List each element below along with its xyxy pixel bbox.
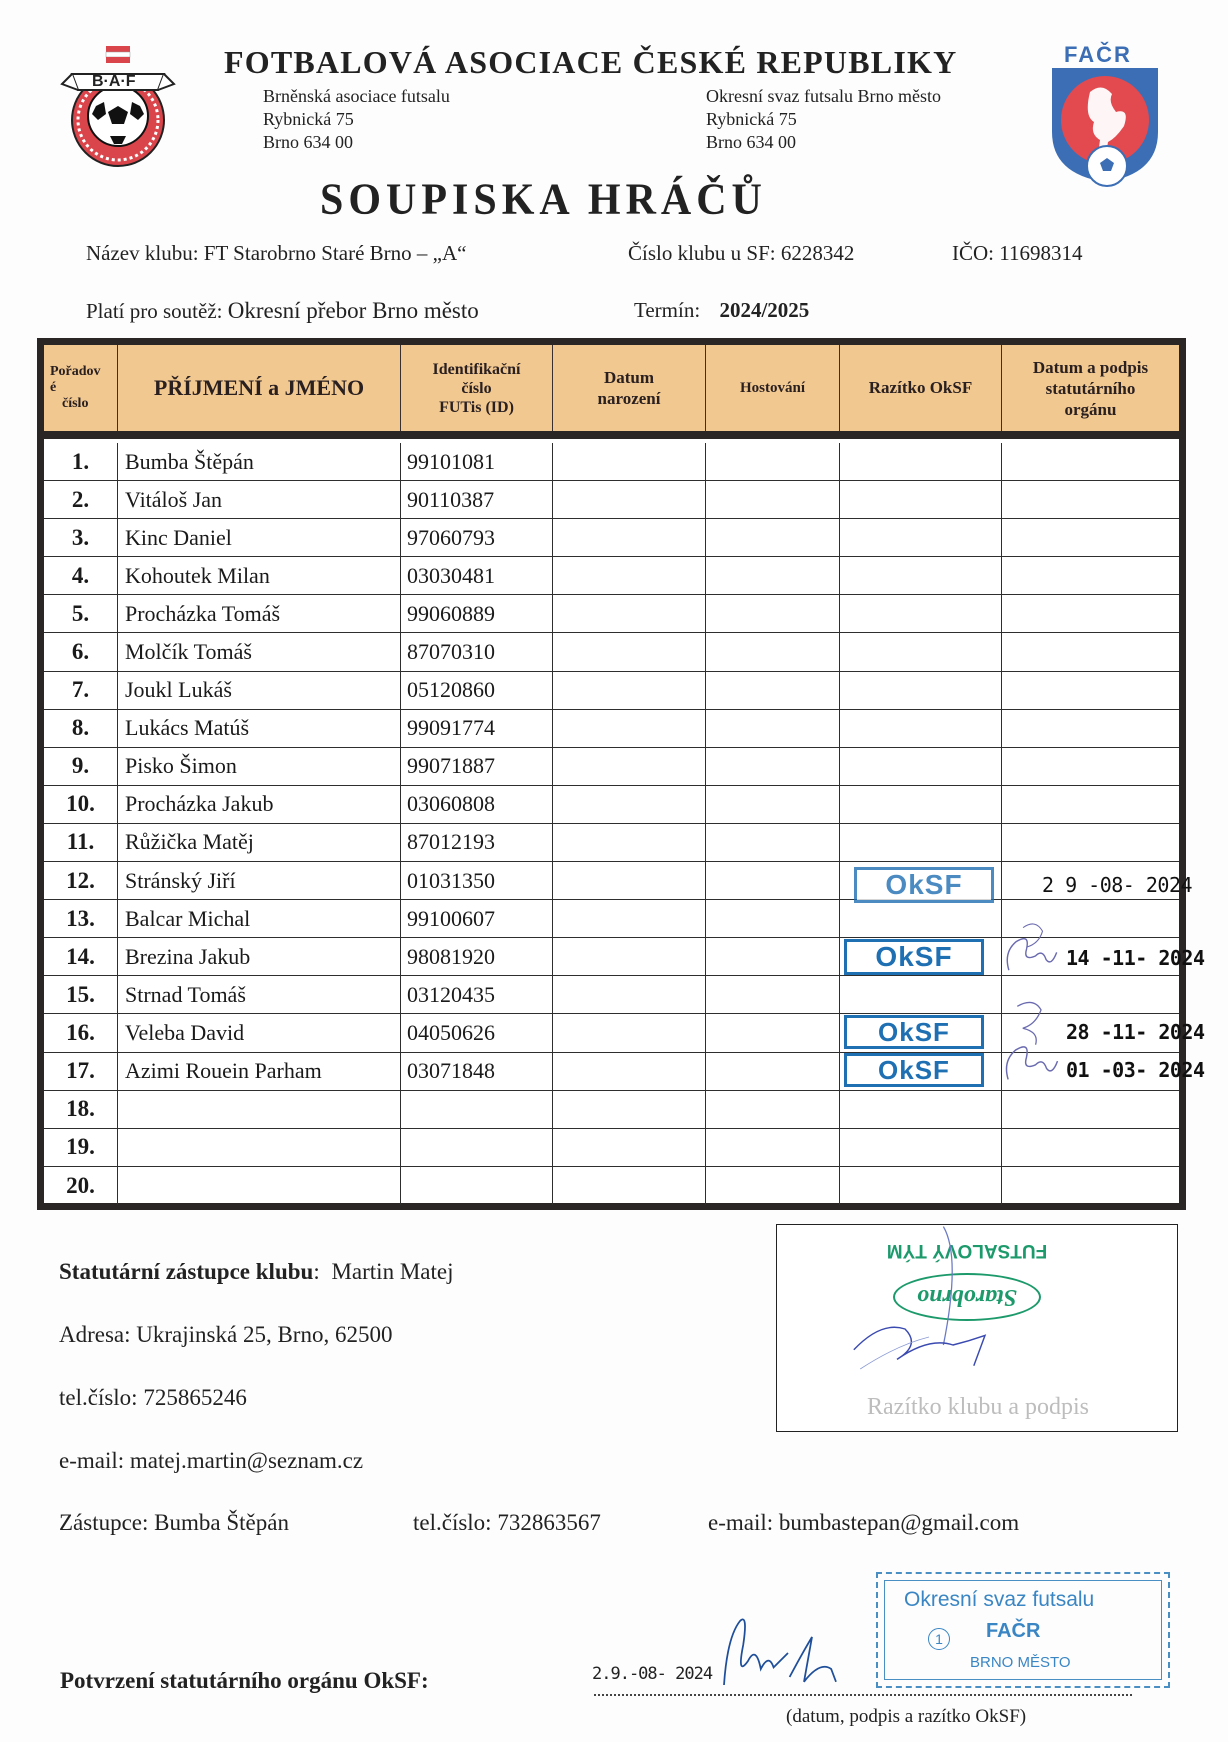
signature-cell	[1002, 633, 1179, 670]
baf-logo	[58, 44, 178, 172]
oksf-stamp-text: OkSF	[878, 1054, 950, 1085]
birthdate-cell	[553, 1167, 706, 1205]
stamp-cell	[840, 786, 1002, 823]
player-id: 01031350	[401, 862, 553, 899]
row-number: 3.	[44, 519, 118, 556]
signature-cell	[1002, 519, 1179, 556]
hosting-cell	[706, 938, 840, 975]
hosting-cell	[706, 786, 840, 823]
player-id: 99071887	[401, 748, 553, 785]
right-address-line: Brno 634 00	[706, 132, 796, 152]
stamp-cell	[840, 748, 1002, 785]
hosting-cell	[706, 1129, 840, 1166]
hosting-cell	[706, 1167, 840, 1205]
player-id: 05120860	[401, 672, 553, 709]
deputy-email-line	[708, 1510, 1019, 1536]
org-title: FOTBALOVÁ ASOCIACE ČESKÉ REPUBLIKY	[224, 44, 958, 80]
club-signature-mark	[827, 1225, 1047, 1385]
signature-mark	[999, 995, 1063, 1087]
document-title: SOUPISKA HRÁČŮ	[320, 175, 767, 225]
competition-value: Okresní přebor Brno město	[227, 298, 479, 323]
term-line	[634, 298, 809, 323]
club-ico-value: 11698314	[999, 241, 1083, 265]
stamp-cell	[840, 633, 1002, 670]
hosting-cell	[706, 824, 840, 861]
player-name: Balcar Michal	[118, 900, 401, 937]
player-id: 99101081	[401, 443, 553, 480]
birthdate-cell	[553, 519, 706, 556]
player-name: Molčík Tomáš	[118, 633, 401, 670]
confirmation-date: 2.9.-08- 2024	[592, 1664, 713, 1684]
player-name: Pisko Šimon	[118, 748, 401, 785]
deputy-phone-label: tel.číslo:	[413, 1510, 492, 1535]
hosting-cell	[706, 710, 840, 747]
club-sf-value: 6228342	[780, 241, 855, 265]
row-number: 10.	[44, 786, 118, 823]
player-id	[401, 1167, 553, 1205]
player-id: 04050626	[401, 1014, 553, 1051]
col-header-line: FUTis (ID)	[439, 398, 514, 416]
player-name: Kinc Daniel	[118, 519, 401, 556]
col-header-order	[44, 345, 118, 431]
player-name: Lukács Matúš	[118, 710, 401, 747]
hosting-cell	[706, 443, 840, 480]
hosting-cell	[706, 900, 840, 937]
oksf-stamp	[844, 1053, 984, 1087]
signature-cell	[1002, 443, 1179, 480]
player-id: 87012193	[401, 824, 553, 861]
player-id: 03120435	[401, 976, 553, 1013]
left-address	[263, 85, 450, 154]
table-row	[44, 481, 1179, 519]
hosting-cell	[706, 976, 840, 1013]
player-id	[401, 1091, 553, 1128]
club-name-label: Název klubu:	[86, 241, 199, 265]
col-header-line: orgánu	[1064, 399, 1117, 419]
address-value: Ukrajinská 25, Brno, 62500	[136, 1322, 393, 1347]
signature-cell	[1002, 824, 1179, 861]
deputy-phone-line	[413, 1510, 601, 1536]
deputy-phone-value: 732863567	[497, 1510, 601, 1535]
table-row	[44, 786, 1179, 824]
left-address-line: Rybnická 75	[263, 109, 354, 129]
birthdate-cell	[553, 862, 706, 899]
col-header-signature	[1002, 345, 1179, 431]
hosting-cell	[706, 748, 840, 785]
row-number: 11.	[44, 824, 118, 861]
hosting-cell	[706, 672, 840, 709]
col-header-line: Razítko OkSF	[868, 378, 973, 397]
term-value: 2024/2025	[719, 298, 810, 322]
row-number: 19.	[44, 1129, 118, 1166]
stamp-cell	[840, 824, 1002, 861]
hosting-cell	[706, 481, 840, 518]
col-header-id	[401, 345, 553, 431]
birthdate-cell	[553, 633, 706, 670]
player-name: Strnad Tomáš	[118, 976, 401, 1013]
signature-cell	[1002, 595, 1179, 632]
player-name	[118, 1167, 401, 1205]
club-ico-line	[952, 241, 1082, 266]
left-address-line: Brno 634 00	[263, 132, 353, 152]
row-number: 17.	[44, 1053, 118, 1090]
table-row	[44, 710, 1179, 748]
col-header-line: é	[50, 380, 57, 395]
birthdate-cell	[553, 710, 706, 747]
right-address-line: Rybnická 75	[706, 109, 797, 129]
table-row	[44, 519, 1179, 557]
player-roster-table	[37, 338, 1205, 1210]
hosting-cell	[706, 519, 840, 556]
row-number: 18.	[44, 1091, 118, 1128]
player-name: Veleba David	[118, 1014, 401, 1051]
col-header-line: narození	[597, 389, 661, 408]
hosting-cell	[706, 595, 840, 632]
row-number: 7.	[44, 672, 118, 709]
table-row	[44, 672, 1179, 710]
birthdate-cell	[553, 900, 706, 937]
birthdate-cell	[553, 672, 706, 709]
table-header	[44, 345, 1179, 439]
stamp-cell	[840, 481, 1002, 518]
club-sf-label: Číslo klubu u SF:	[628, 241, 776, 265]
oksf-stamp-text: OkSF	[885, 869, 963, 900]
row-number: 20.	[44, 1167, 118, 1205]
deputy-line	[59, 1510, 289, 1536]
col-header-name	[118, 345, 401, 431]
birthdate-cell	[553, 557, 706, 594]
phone-line	[59, 1385, 247, 1411]
stamp-cell	[840, 710, 1002, 747]
row-number: 4.	[44, 557, 118, 594]
club-stamp-placeholder: Razítko klubu a podpis	[867, 1394, 1089, 1420]
player-name: Bumba Štěpán	[118, 443, 401, 480]
col-header-hosting	[706, 345, 840, 431]
signature-cell	[1002, 786, 1179, 823]
right-address	[706, 85, 941, 154]
player-name: Kohoutek Milan	[118, 557, 401, 594]
address-label: Adresa:	[59, 1322, 131, 1347]
stamp-cell	[840, 595, 1002, 632]
email-value: matej.martin@seznam.cz	[129, 1448, 364, 1473]
hosting-cell	[706, 1014, 840, 1051]
player-id: 03071848	[401, 1053, 553, 1090]
baf-logo-text: B·A·F	[92, 73, 136, 90]
signature-mark	[999, 917, 1063, 979]
stamp-cell	[840, 976, 1002, 1013]
birthdate-cell	[553, 1014, 706, 1051]
table-row	[44, 557, 1179, 595]
club-name-line	[86, 241, 466, 266]
row-number: 1.	[44, 443, 118, 480]
birthdate-cell	[553, 595, 706, 632]
player-id: 90110387	[401, 481, 553, 518]
oksf-stamp	[844, 939, 984, 975]
player-id: 99060889	[401, 595, 553, 632]
birthdate-cell	[553, 976, 706, 1013]
birthdate-cell	[553, 1129, 706, 1166]
player-name: Růžička Matěj	[118, 824, 401, 861]
club-stamp-line: FUTSALOVÝ TÝM	[886, 1240, 1048, 1261]
player-id: 03030481	[401, 557, 553, 594]
stamp-cell	[840, 519, 1002, 556]
player-id: 03060808	[401, 786, 553, 823]
stamp-cell	[840, 443, 1002, 480]
birthdate-cell	[553, 481, 706, 518]
oksf-district-stamp-line: Okresní svaz futsalu	[904, 1588, 1095, 1611]
oksf-stamp	[854, 867, 994, 903]
signature-cell	[1002, 557, 1179, 594]
stamp-date: 01 -03- 2024	[1066, 1058, 1205, 1082]
oksf-district-stamp-line: BRNO MĚSTO	[970, 1654, 1071, 1671]
col-header-birthdate	[553, 345, 706, 431]
stamp-cell	[840, 672, 1002, 709]
email-label: e-mail:	[59, 1448, 125, 1473]
stamp-date: 14 -11- 2024	[1066, 946, 1205, 970]
representative-line	[59, 1259, 453, 1285]
stamp-date: 28 -11- 2024	[1066, 1020, 1205, 1044]
competition-label: Platí pro soutěž:	[86, 299, 223, 323]
table-row	[44, 1091, 1179, 1129]
facr-logo-text: FAČR	[1064, 42, 1132, 67]
col-header-line: Pořadov	[50, 364, 101, 379]
stamp-cell	[840, 900, 1002, 937]
col-header-line: statutárního	[1045, 378, 1136, 398]
player-id	[401, 1129, 553, 1166]
stamp-cell	[840, 1091, 1002, 1128]
table-row	[44, 595, 1179, 633]
player-name: Vitáloš Jan	[118, 481, 401, 518]
table-row	[44, 443, 1179, 481]
birthdate-cell	[553, 938, 706, 975]
signature-cell	[1002, 710, 1179, 747]
player-name: Procházka Jakub	[118, 786, 401, 823]
player-id: 98081920	[401, 938, 553, 975]
club-name-value: FT Starobrno Staré Brno – „A“	[203, 241, 467, 265]
oksf-district-stamp-number: 1	[928, 1628, 950, 1650]
row-number: 6.	[44, 633, 118, 670]
player-name: Stránský Jiří	[118, 862, 401, 899]
birthdate-cell	[553, 748, 706, 785]
birthdate-cell	[553, 443, 706, 480]
hosting-cell	[706, 1053, 840, 1090]
col-header-line: Hostování	[739, 379, 805, 396]
stamp-cell	[840, 557, 1002, 594]
col-header-line: Identifikační	[432, 360, 521, 378]
player-id: 97060793	[401, 519, 553, 556]
birthdate-cell	[553, 786, 706, 823]
phone-label: tel.číslo:	[59, 1385, 138, 1410]
col-header-stamp	[840, 345, 1002, 431]
player-name: Procházka Tomáš	[118, 595, 401, 632]
oksf-stamp	[844, 1015, 984, 1049]
term-label: Termín:	[634, 298, 701, 322]
row-number: 14.	[44, 938, 118, 975]
facr-logo	[1050, 42, 1160, 190]
confirmation-signature-mark	[716, 1594, 876, 1704]
table-body	[44, 443, 1179, 1205]
table-row	[44, 633, 1179, 671]
oksf-stamp-text: OkSF	[875, 941, 953, 972]
signature-cell	[1002, 481, 1179, 518]
signature-cell	[1002, 1129, 1179, 1166]
col-header-line: Datum a podpis	[1032, 357, 1149, 377]
stamp-cell	[840, 1167, 1002, 1205]
confirmation-label: Potvrzení statutárního orgánu OkSF:	[60, 1668, 429, 1693]
table-row	[44, 1129, 1179, 1167]
signature-cell	[1002, 1091, 1179, 1128]
email-line	[59, 1448, 363, 1474]
hosting-cell	[706, 862, 840, 899]
birthdate-cell	[553, 1091, 706, 1128]
oksf-district-stamp-line: FAČR	[986, 1620, 1041, 1642]
col-header-line: PŘÍJMENÍ a JMÉNO	[153, 375, 365, 400]
club-stamp-box	[776, 1224, 1178, 1432]
signature-cell	[1002, 672, 1179, 709]
colon: :	[313, 1259, 320, 1284]
table-row	[44, 1167, 1179, 1205]
club-stamp-line: Starobrno	[893, 1273, 1041, 1321]
player-name: Brezina Jakub	[118, 938, 401, 975]
player-name	[118, 1129, 401, 1166]
player-id: 87070310	[401, 633, 553, 670]
table-row	[44, 862, 1179, 900]
stamp-cell	[840, 1129, 1002, 1166]
col-header-line: číslo	[461, 379, 492, 397]
row-number: 9.	[44, 748, 118, 785]
birthdate-cell	[553, 1053, 706, 1090]
player-id: 99100607	[401, 900, 553, 937]
hosting-cell	[706, 1091, 840, 1128]
player-name: Joukl Lukáš	[118, 672, 401, 709]
table-row	[44, 748, 1179, 786]
player-id: 99091774	[401, 710, 553, 747]
player-name: Azimi Rouein Parham	[118, 1053, 401, 1090]
table-row	[44, 824, 1179, 862]
row-number: 15.	[44, 976, 118, 1013]
row-number: 16.	[44, 1014, 118, 1051]
col-header-line: číslo	[62, 396, 89, 411]
deputy-email-value: bumbastepan@gmail.com	[778, 1510, 1020, 1535]
competition-line	[86, 298, 479, 324]
right-address-line: Okresní svaz futsalu Brno město	[706, 86, 941, 106]
deputy-label: Zástupce:	[59, 1510, 149, 1535]
player-name	[118, 1091, 401, 1128]
col-header-line: Datum	[603, 368, 655, 387]
signature-cell	[1002, 748, 1179, 785]
row-number: 13.	[44, 900, 118, 937]
club-sf-line	[628, 241, 854, 266]
confirmation-caption: (datum, podpis a razítko OkSF)	[786, 1706, 1027, 1727]
left-address-line: Brněnská asociace futsalu	[263, 86, 450, 106]
club-ico-label: IČO:	[952, 241, 994, 265]
representative-name: Martin Matej	[331, 1259, 454, 1284]
deputy-email-label: e-mail:	[708, 1510, 774, 1535]
row-number: 12.	[44, 862, 118, 899]
signature-cell	[1002, 1167, 1179, 1205]
row-number: 5.	[44, 595, 118, 632]
row-number: 8.	[44, 710, 118, 747]
oksf-district-stamp	[876, 1572, 1170, 1688]
row-number: 2.	[44, 481, 118, 518]
birthdate-cell	[553, 824, 706, 861]
stamp-date: 2 9 -08- 2024	[1042, 873, 1193, 897]
representative-label: Statutární zástupce klubu	[59, 1259, 314, 1284]
hosting-cell	[706, 633, 840, 670]
address-line	[59, 1322, 392, 1348]
hosting-cell	[706, 557, 840, 594]
phone-value: 725865246	[143, 1385, 247, 1410]
oksf-stamp-text: OkSF	[878, 1016, 950, 1047]
deputy-name: Bumba Štěpán	[154, 1510, 289, 1535]
